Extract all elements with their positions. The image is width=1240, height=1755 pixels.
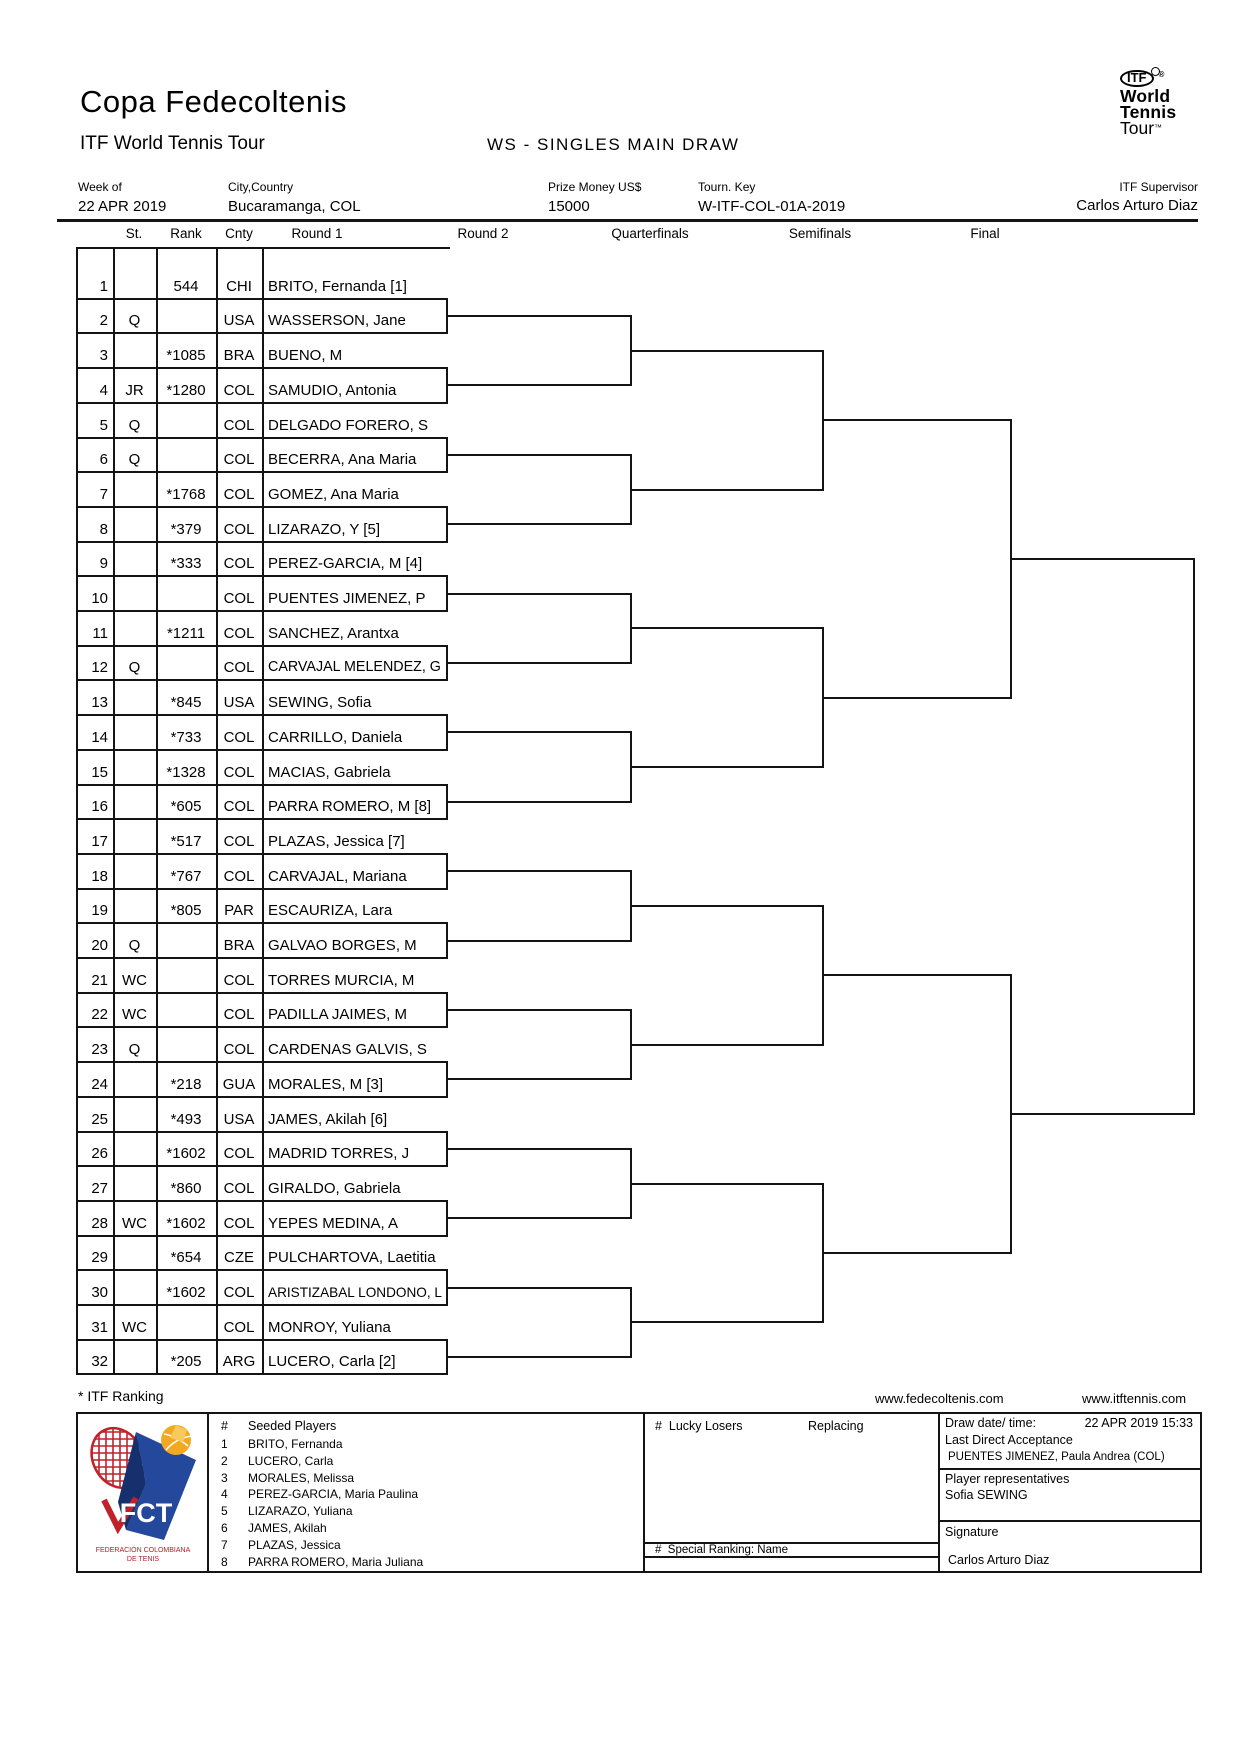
player-country: COL — [223, 1179, 255, 1197]
player-rank: *379 — [170, 520, 202, 538]
player-name: PULCHARTOVA, Laetitia — [268, 1249, 436, 1267]
seeded-player-name: LIZARAZO, Yuliana — [248, 1504, 353, 1519]
draw-position: 20 — [91, 937, 108, 954]
row-underline — [76, 437, 448, 439]
draw-position: 28 — [91, 1214, 108, 1232]
player-rank: *1602 — [166, 1214, 206, 1232]
tournament-title: Copa Fedecoltenis — [80, 84, 347, 119]
week-of-label: Week of — [78, 180, 122, 194]
city-label: City,Country — [228, 180, 294, 194]
player-country: COL — [223, 485, 255, 503]
player-name: TORRES MURCIA, M — [268, 971, 415, 989]
draw-position: 1 — [99, 277, 108, 295]
itf-url[interactable]: www.itftennis.com — [1082, 1391, 1187, 1406]
quarterfinal-line — [630, 905, 824, 907]
fct-caption-1: FEDERACIÓN COLOMBIANA — [95, 1547, 191, 1554]
draw-position: 11 — [92, 624, 108, 642]
seeded-player-number: 4 — [221, 1487, 228, 1502]
player-rank: *1085 — [166, 347, 206, 365]
player-rank: *767 — [170, 867, 202, 885]
player-name: PEREZ-GARCIA, M [4] — [268, 555, 423, 573]
player-name: LUCERO, Carla [2] — [268, 1353, 396, 1371]
last-direct-acceptance-value: PUENTES JIMENEZ, Paula Andrea (COL) — [948, 1451, 1165, 1463]
draw-position: 16 — [91, 798, 108, 816]
seeded-player-number: 5 — [221, 1504, 228, 1519]
player-country: COL — [223, 867, 255, 885]
fct-federation-logo — [84, 1416, 202, 1568]
round2-line — [446, 1078, 632, 1080]
player-country: COL — [223, 659, 255, 677]
tourn-key-value: W-ITF-COL-01A-2019 — [698, 198, 846, 215]
player-name: JAMES, Akilah [6] — [268, 1110, 388, 1128]
week-of-value: 22 APR 2019 — [78, 198, 167, 215]
round2-line — [446, 1287, 632, 1289]
signature-label: Signature — [945, 1525, 999, 1539]
player-name: MORALES, M [3] — [268, 1075, 384, 1093]
prize-value: 15000 — [548, 198, 590, 215]
player-country: COL — [223, 416, 255, 434]
player-name: GIRALDO, Gabriela — [268, 1179, 401, 1197]
player-name: SANCHEZ, Arantxa — [268, 624, 399, 642]
row-underline — [76, 888, 448, 890]
itf-logo-abbr-row — [1120, 70, 1204, 88]
player-country: COL — [223, 451, 255, 469]
special-ranking-label: # Special Ranking: Name — [655, 1544, 788, 1556]
footer-divider-details — [938, 1412, 940, 1571]
round2-line — [446, 1148, 632, 1150]
supervisor-label: ITF Supervisor — [1119, 180, 1198, 194]
round2-line — [446, 801, 632, 803]
seeded-player-number: 8 — [221, 1554, 228, 1569]
column-header-rank: Rank — [170, 226, 202, 241]
player-country: CZE — [224, 1249, 254, 1267]
player-name: GOMEZ, Ana Maria — [268, 485, 399, 503]
player-representatives-label: Player representatives — [945, 1472, 1070, 1486]
itf-world-tennis-tour-logo — [1120, 70, 1204, 136]
draw-position: 9 — [99, 555, 108, 573]
row-underline — [76, 1269, 448, 1271]
itf-logo-world: World — [1120, 86, 1171, 106]
draw-position: 8 — [99, 520, 108, 538]
player-rank: *654 — [170, 1249, 202, 1267]
column-header-final: Final — [970, 226, 1000, 241]
draw-position: 3 — [99, 347, 108, 365]
row-underline — [76, 1061, 448, 1063]
player-name: PUENTES JIMENEZ, P — [268, 590, 426, 607]
player-name: GALVAO BORGES, M — [268, 937, 417, 954]
player-country: COL — [223, 763, 255, 781]
player-name: CARVAJAL, Mariana — [268, 867, 407, 885]
row-underline — [76, 1165, 448, 1167]
entry-status: Q — [128, 659, 141, 677]
seeded-player-name: JAMES, Akilah — [248, 1521, 327, 1535]
entry-status: WC — [122, 1006, 147, 1024]
seeded-players-header: Seeded Players — [248, 1419, 337, 1433]
player-country: BRA — [223, 347, 255, 365]
row-underline — [76, 784, 448, 786]
player-rank: *1211 — [166, 624, 206, 642]
player-rank: *205 — [170, 1353, 202, 1371]
column-line — [262, 247, 264, 1375]
row-underline — [76, 1026, 448, 1028]
player-rank: *517 — [170, 832, 202, 850]
details-divider-2 — [938, 1520, 1200, 1522]
row-underline — [76, 1096, 448, 1098]
player-country: COL — [223, 798, 255, 816]
row-underline — [76, 367, 448, 369]
tourn-key-label: Tourn. Key — [698, 180, 756, 194]
player-name: ARISTIZABAL LONDONO, L — [268, 1285, 442, 1300]
round2-line — [446, 1217, 632, 1219]
fct-abbr-text: FCT — [119, 1498, 173, 1528]
header-rule — [57, 219, 1198, 222]
round2-line — [446, 662, 632, 664]
itf-logo-tennis: Tennis — [1120, 102, 1177, 122]
quarterfinal-line — [630, 1183, 824, 1185]
draw-datetime-label: Draw date/ time: — [945, 1416, 1037, 1430]
player-name: SEWING, Sofia — [268, 694, 372, 712]
quarterfinal-line — [630, 766, 824, 768]
player-country: COL — [223, 1318, 255, 1336]
entry-status: JR — [125, 381, 144, 399]
itf-oval-icon: ITF — [1120, 70, 1154, 87]
round2-line — [446, 1356, 632, 1358]
player-name: SAMUDIO, Antonia — [268, 381, 397, 399]
player-country: USA — [223, 694, 255, 712]
player-rank: *805 — [170, 902, 202, 920]
player-rank: *493 — [170, 1110, 202, 1128]
player-rank: *605 — [170, 798, 202, 816]
column-header-quarterfinals: Quarterfinals — [611, 226, 689, 241]
player-name: WASSERSON, Jane — [268, 312, 406, 330]
draw-position: 17 — [91, 832, 108, 850]
column-header-semifinals: Semifinals — [788, 226, 852, 241]
itf-registered-mark: ® — [1158, 70, 1165, 79]
draw-position: 21 — [91, 971, 108, 989]
seeded-player-number: 1 — [221, 1437, 228, 1451]
draw-position: 14 — [91, 728, 108, 746]
footer-divider-logo — [207, 1412, 209, 1571]
player-name: BRITO, Fernanda [1] — [268, 277, 407, 295]
row-underline — [76, 922, 448, 924]
row-underline — [76, 471, 448, 473]
row-underline — [76, 749, 448, 751]
column-header-cnty: Cnty — [225, 226, 253, 241]
draw-position: 31 — [91, 1318, 108, 1336]
player-name: CARDENAS GALVIS, S — [268, 1041, 427, 1059]
quarterfinal-line — [630, 1044, 824, 1046]
draw-datetime-value: 22 APR 2019 15:33 — [1084, 1416, 1193, 1430]
entry-status: WC — [122, 1318, 147, 1336]
signature-name: Carlos Arturo Diaz — [948, 1553, 1050, 1567]
draw-position: 7 — [99, 485, 108, 503]
row-underline — [76, 506, 448, 508]
player-country: USA — [223, 1110, 255, 1128]
player-country: COL — [223, 381, 255, 399]
player-name: PLAZAS, Jessica [7] — [268, 832, 405, 850]
last-direct-acceptance-label: Last Direct Acceptance — [945, 1433, 1073, 1447]
player-country: COL — [223, 1145, 255, 1163]
player-rank: *333 — [170, 555, 202, 573]
row-underline — [76, 957, 448, 959]
round2-line — [446, 940, 632, 942]
quarterfinal-line — [630, 489, 824, 491]
federation-url[interactable]: www.fedecoltenis.com — [875, 1391, 1004, 1406]
draw-position: 24 — [91, 1075, 108, 1093]
player-country: ARG — [222, 1353, 256, 1371]
final-join — [1193, 558, 1195, 1115]
draw-position: 18 — [91, 867, 108, 885]
player-country: COL — [223, 590, 255, 607]
round2-line — [446, 1009, 632, 1011]
player-country: COL — [223, 728, 255, 746]
player-country: COL — [223, 1041, 255, 1059]
player-rank: *733 — [170, 728, 202, 746]
player-country: COL — [223, 1214, 255, 1232]
itf-ranking-footnote: * ITF Ranking — [78, 1388, 164, 1404]
player-rank: *1328 — [166, 763, 206, 781]
draw-position: 6 — [99, 451, 108, 469]
semifinal-line — [822, 974, 1012, 976]
player-name: BECERRA, Ana Maria — [268, 451, 417, 469]
seeded-player-name: MORALES, Melissa — [248, 1470, 355, 1485]
round2-line — [446, 523, 632, 525]
semifinal-line — [822, 1252, 1012, 1254]
itf-logo-tour: Tour™ — [1120, 118, 1163, 138]
column-header-st-: St. — [125, 226, 143, 241]
quarterfinal-line — [630, 1321, 824, 1323]
player-rank: *860 — [170, 1179, 202, 1197]
seeded-hash: # — [221, 1419, 228, 1433]
player-name: CARVAJAL MELENDEZ, G — [268, 659, 441, 676]
round2-line — [446, 731, 632, 733]
player-country: COL — [223, 624, 255, 642]
player-rank: *1602 — [166, 1145, 206, 1163]
round2-line — [446, 384, 632, 386]
seeded-player-name: PLAZAS, Jessica — [248, 1537, 341, 1552]
round2-line — [446, 593, 632, 595]
entry-status: WC — [122, 971, 147, 989]
replacing-header: Replacing — [808, 1419, 864, 1433]
city-value: Bucaramanga, COL — [228, 198, 361, 215]
player-country: COL — [223, 1284, 255, 1301]
row-underline — [76, 541, 448, 543]
draw-title: WS - SINGLES MAIN DRAW — [487, 135, 740, 154]
player-rank: *845 — [170, 694, 202, 712]
player-name: LIZARAZO, Y [5] — [268, 520, 380, 538]
row-underline — [76, 332, 448, 334]
player-name: MACIAS, Gabriela — [268, 763, 391, 781]
row-underline — [76, 679, 448, 681]
player-rank: 544 — [173, 277, 199, 295]
draw-position: 27 — [91, 1179, 108, 1197]
draw-position: 4 — [99, 381, 108, 399]
final-line — [1010, 558, 1195, 560]
fct-caption-2: DE TENIS — [126, 1556, 160, 1563]
player-country: COL — [223, 520, 255, 538]
tour-name: ITF World Tennis Tour — [80, 133, 265, 154]
row-underline — [76, 610, 448, 612]
prize-label: Prize Money US$ — [548, 180, 642, 194]
draw-position: 5 — [99, 416, 108, 434]
quarterfinal-line — [630, 627, 824, 629]
seeded-player-name: PARRA ROMERO, Maria Juliana — [248, 1554, 424, 1569]
entry-status: Q — [128, 416, 141, 434]
seeded-player-number: 7 — [221, 1537, 228, 1552]
round2-line — [446, 870, 632, 872]
supervisor-value: Carlos Arturo Diaz — [1076, 197, 1198, 214]
footer-divider-lucky — [643, 1412, 645, 1571]
player-country: BRA — [223, 937, 255, 954]
entry-status: Q — [128, 1041, 141, 1059]
player-rank: *218 — [170, 1075, 202, 1093]
row-underline — [76, 1200, 448, 1202]
draw-position: 19 — [91, 902, 108, 920]
draw-position: 25 — [91, 1110, 108, 1128]
player-rank: *1280 — [166, 381, 206, 399]
semifinal-line — [822, 697, 1012, 699]
player-rank: *1768 — [166, 485, 206, 503]
row-underline — [76, 992, 448, 994]
seeded-player-name: PEREZ-GARCIA, Maria Paulina — [248, 1487, 419, 1502]
draw-position: 15 — [91, 763, 108, 781]
seeded-player-number: 3 — [221, 1470, 228, 1485]
draw-position: 29 — [91, 1249, 108, 1267]
final-line — [1010, 1113, 1195, 1115]
seeded-player-number: 2 — [221, 1453, 228, 1468]
row-underline — [76, 1339, 448, 1341]
seeded-player-number: 6 — [221, 1521, 228, 1535]
column-header-round-1: Round 1 — [291, 226, 343, 241]
draw-position: 13 — [91, 694, 108, 712]
player-country: COL — [223, 832, 255, 850]
seeded-player-name: LUCERO, Carla — [248, 1453, 334, 1468]
player-name: MONROY, Yuliana — [268, 1318, 391, 1336]
player-name: CARRILLO, Daniela — [268, 728, 403, 746]
semifinal-line — [822, 419, 1012, 421]
round2-line — [446, 315, 632, 317]
player-country: CHI — [226, 277, 252, 295]
draw-position: 30 — [91, 1284, 108, 1301]
row-underline — [76, 818, 448, 820]
draw-position: 2 — [99, 312, 108, 330]
round2-line — [446, 454, 632, 456]
player-country: GUA — [222, 1075, 256, 1093]
player-name: BUENO, M — [268, 347, 343, 365]
draw-position: 32 — [91, 1353, 108, 1371]
player-country: COL — [223, 1006, 255, 1024]
player-country: COL — [223, 555, 255, 573]
draw-position: 22 — [91, 1006, 108, 1024]
player-country: USA — [223, 312, 255, 330]
draw-position: 10 — [91, 590, 108, 607]
row-underline — [76, 714, 448, 716]
draw-position: 23 — [91, 1041, 108, 1059]
row-underline — [76, 853, 448, 855]
entry-status: Q — [128, 937, 141, 954]
player-name: DELGADO FORERO, S — [268, 416, 429, 434]
row-underline — [76, 1235, 448, 1237]
row-underline — [76, 1131, 448, 1133]
player-country: PAR — [224, 902, 254, 920]
player-name: ESCAURIZA, Lara — [268, 902, 393, 920]
player-representative-value: Sofia SEWING — [945, 1488, 1028, 1502]
player-rank: *1602 — [166, 1284, 206, 1301]
player-name: YEPES MEDINA, A — [268, 1214, 399, 1232]
row-underline — [76, 575, 448, 577]
column-header-round-2: Round 2 — [457, 226, 509, 241]
row-underline — [76, 1373, 448, 1375]
itf-trademark: ™ — [1154, 123, 1163, 132]
row-underline — [76, 1304, 448, 1306]
entry-status: Q — [128, 451, 141, 469]
player-name: PARRA ROMERO, M [8] — [268, 798, 432, 816]
player-name: MADRID TORRES, J — [268, 1145, 410, 1163]
quarterfinal-line — [630, 350, 824, 352]
lucky-losers-header: # Lucky Losers — [655, 1419, 743, 1433]
entry-status: Q — [128, 312, 141, 330]
draw-position: 26 — [91, 1145, 108, 1163]
player-name: PADILLA JAIMES, M — [268, 1006, 407, 1024]
row-underline — [76, 298, 448, 300]
draw-position: 12 — [91, 659, 108, 677]
details-divider-1 — [938, 1468, 1200, 1470]
player-country: COL — [223, 971, 255, 989]
row-underline — [76, 645, 448, 647]
seeded-player-name: BRITO, Fernanda — [248, 1437, 343, 1451]
entry-status: WC — [122, 1214, 147, 1232]
row-underline — [76, 402, 448, 404]
